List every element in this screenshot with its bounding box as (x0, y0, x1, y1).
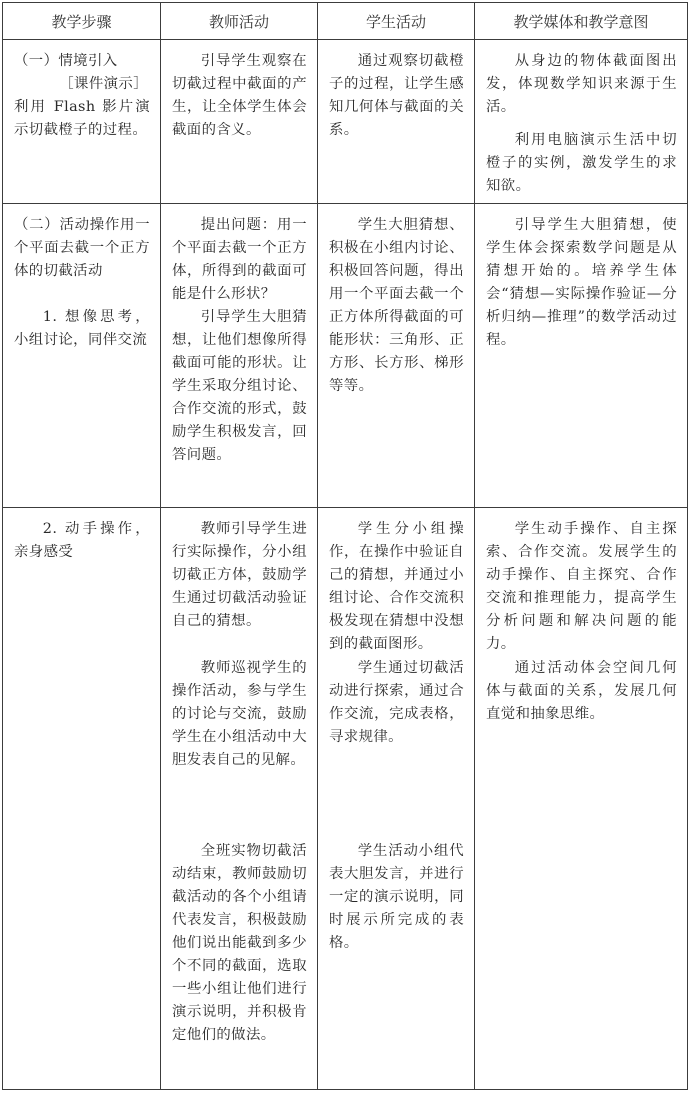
teacher-text: 教师巡视学生的操作活动，参与学生的讨论与交流，鼓励学生在小组活动中大胆发表自己的见解。 (172, 660, 307, 768)
header-student-activity: 学生活动 (318, 3, 475, 40)
table-row (3, 40, 688, 204)
media-text: 利用电脑演示生活中切橙子的实例，激发学生的求知欲。 (486, 132, 677, 194)
media-text: 引导学生大胆猜想，使学生体会探索数学问题是从猜想开始的。培养学生体会“猜想—实际操作验证—分析归纳—推理”的数学活动过程。 (486, 217, 677, 348)
step-cell (3, 204, 161, 508)
step-text: 利用 Flash 影片演示切截橙子的过程。 (14, 99, 150, 138)
media-intent-cell (475, 204, 688, 508)
header-teacher-activity: 教师活动 (161, 3, 318, 40)
step-cell (3, 508, 161, 1090)
student-text: 学生分小组操作，在操作中验证自己的猜想，并通过小组讨论、合作交流积极发现在猜想中没想到的截面图形。 (329, 521, 464, 652)
student-activity-cell (318, 508, 475, 1090)
teacher-activity-cell (161, 508, 318, 1090)
teacher-text: 引导学生观察在切截过程中截面的产生，让全体学生体会截面的含义。 (172, 53, 307, 138)
student-activity-cell (318, 40, 475, 204)
teacher-text: 提出问题：用一个平面去截一个正方体，所得到的截面可能是什么形状？ (172, 217, 307, 302)
teacher-activity-cell (161, 204, 318, 508)
media-intent-cell (475, 508, 688, 1090)
media-text: 通过活动体会空间几何体与截面的关系，发展几何直觉和抽象思维。 (486, 660, 677, 722)
teacher-activity-cell (161, 40, 318, 204)
media-text: 从身边的物体截面图出发，体现数学知识来源于生活。 (486, 53, 677, 115)
lesson-plan-table (2, 2, 688, 1090)
table-row (3, 204, 688, 508)
step-title: （一）情境引入 (14, 53, 118, 69)
student-activity-cell (318, 204, 475, 508)
header-row (3, 3, 688, 40)
media-intent-cell (475, 40, 688, 204)
header-media-intent: 教学媒体和教学意图 (475, 3, 688, 40)
step-title: （二）活动操作用一个平面去截一个正方体的切截活动 (14, 217, 150, 279)
table-row (3, 508, 688, 1090)
media-text: 学生动手操作、自主探索、合作交流。发展学生的动手操作、自主探究、合作交流和推理能力，提高学生分析问题和解决问题的能力。 (486, 521, 677, 652)
teacher-text: 全班实物切截活动结束，教师鼓励切截活动的各个小组请代表发言，积极鼓励他们说出能截到多少个不同的截面，选取一些小组让他们进行演示说明，并积极肯定他们的做法。 (172, 843, 307, 1043)
teacher-text: 引导学生大胆猜想，让他们想像所得截面可能的形状。让学生采取分组讨论、合作交流的形式，鼓励学生积极发言，回答问题。 (172, 309, 307, 463)
student-text: 学生活动小组代表大胆发言，并进行一定的演示说明，同时展示所完成的表格。 (329, 843, 464, 951)
step-cell (3, 40, 161, 204)
step-note: ［课件演示］ (59, 76, 148, 92)
teacher-text: 教师引导学生进行实际操作，分小组切截正方体，鼓励学生通过切截活动验证自己的猜想。 (172, 521, 307, 629)
student-text: 通过观察切截橙子的过程，让学生感知几何体与截面的关系。 (329, 53, 464, 138)
step-text: 2. 动手操作，亲身感受 (14, 521, 150, 560)
step-text: 1. 想像思考，小组讨论，同伴交流 (14, 309, 150, 348)
student-text: 学生通过切截活动进行探索，通过合作交流，完成表格，寻求规律。 (329, 660, 464, 745)
student-text: 学生大胆猜想、积极在小组内讨论、积极回答问题，得出用一个平面去截一个正方体所得截面的可能形状：三角形、正方形、长方形、梯形等等。 (329, 217, 464, 394)
header-teaching-steps: 教学步骤 (3, 3, 161, 40)
